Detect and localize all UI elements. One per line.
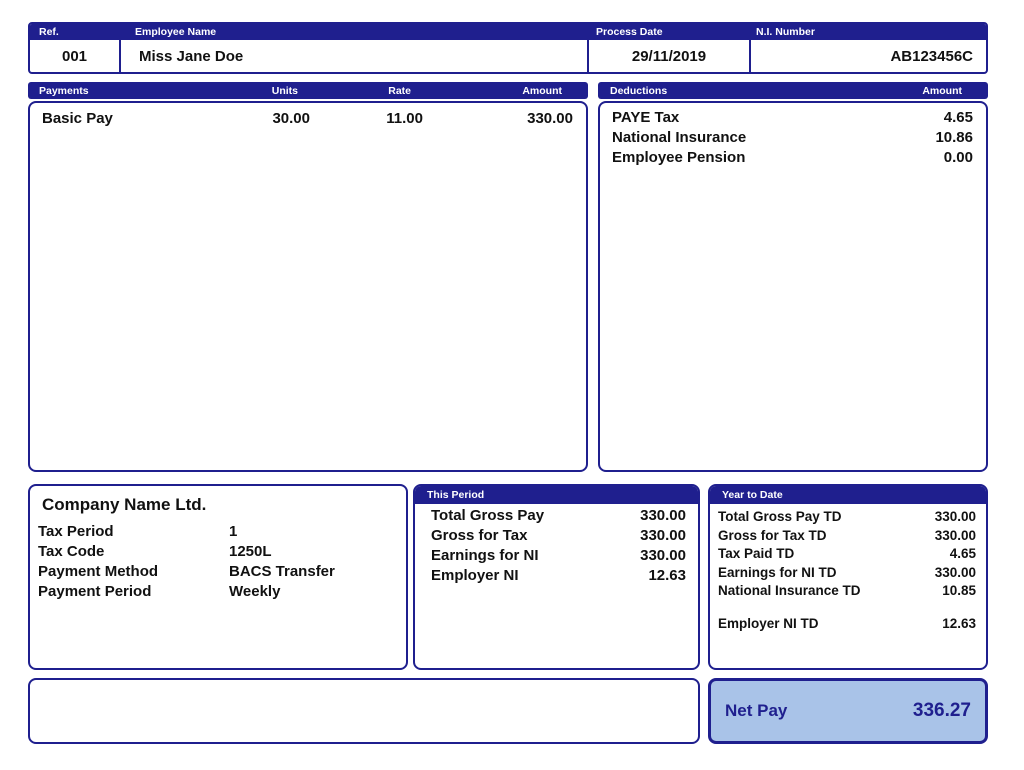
company-field-row — [36, 562, 406, 582]
ytd-row — [718, 582, 976, 601]
field-label: Tax Code — [38, 543, 105, 560]
ytd-employer-ni-row — [718, 615, 976, 634]
deductions-section — [598, 82, 988, 472]
row-label: Earnings for NI — [431, 547, 539, 564]
payments-header-bar — [28, 82, 588, 99]
ref-label: Ref. — [39, 26, 59, 38]
row-value: 330.00 — [934, 527, 976, 543]
company-field-row — [36, 522, 406, 542]
ytd-row — [718, 527, 976, 546]
payment-amount: 330.00 — [527, 110, 573, 127]
bottom-row — [28, 678, 988, 744]
row-label: Employer NI TD — [718, 615, 819, 631]
deductions-table-body — [598, 101, 988, 472]
summary-row — [28, 484, 988, 670]
ytd-row — [718, 508, 976, 527]
year-to-date-box — [708, 484, 988, 670]
amount-column-header: Amount — [522, 84, 562, 97]
deduction-amount: 0.00 — [943, 149, 973, 166]
company-field-row — [36, 542, 406, 562]
deductions-amount-header: Amount — [922, 84, 962, 97]
units-column-header: Units — [271, 84, 298, 97]
company-field-row — [36, 582, 406, 602]
net-pay-box — [708, 678, 988, 744]
field-label: Payment Period — [38, 583, 152, 600]
process-date-value: 29/11/2019 — [587, 40, 749, 72]
deduction-label: PAYE Tax — [612, 109, 680, 126]
ni-number-label: N.I. Number — [756, 26, 815, 38]
employee-header-values — [30, 40, 986, 72]
deduction-label: Employee Pension — [612, 149, 746, 166]
row-label: Gross for Tax — [431, 527, 528, 544]
ni-number-value: AB123456C — [749, 40, 986, 72]
field-value: 1250L — [229, 543, 272, 560]
payment-units: 30.00 — [272, 110, 310, 127]
row-label: Gross for Tax TD — [718, 527, 827, 543]
payments-deductions-row — [28, 82, 988, 472]
employee-header-labels — [30, 24, 986, 40]
payments-table-body — [28, 101, 588, 472]
row-label: Earnings for NI TD — [718, 564, 837, 580]
ref-value: 001 — [61, 47, 88, 65]
row-value: 330.00 — [640, 527, 686, 544]
field-label: Payment Method — [38, 563, 159, 580]
this-period-row — [431, 526, 686, 546]
process-date-label: Process Date — [596, 26, 663, 38]
field-label: Tax Period — [38, 523, 114, 540]
row-value: 330.00 — [934, 564, 976, 580]
this-period-row — [431, 506, 686, 526]
deduction-row — [600, 108, 986, 128]
net-pay-label: Net Pay — [725, 701, 788, 720]
deduction-amount: 10.86 — [935, 129, 973, 146]
row-label: Tax Paid TD — [718, 546, 795, 561]
employee-name-value: Miss Jane Doe — [119, 40, 587, 72]
ytd-row — [718, 545, 976, 564]
deduction-amount: 4.65 — [943, 109, 973, 126]
row-value: 330.00 — [934, 509, 976, 524]
employee-name-label: Employee Name — [135, 26, 217, 38]
row-value: 330.00 — [640, 547, 686, 564]
row-value: 10.85 — [942, 583, 976, 598]
row-label: Employer NI — [431, 567, 519, 584]
deduction-row — [600, 128, 986, 148]
row-value: 4.65 — [949, 546, 976, 561]
field-value: BACS Transfer — [229, 563, 335, 580]
payment-rate: 11.00 — [386, 110, 423, 127]
ytd-row — [718, 564, 976, 583]
payslip-document — [28, 22, 988, 744]
this-period-row — [431, 546, 686, 566]
field-value: 1 — [229, 523, 238, 540]
rate-column-header: Rate — [388, 84, 411, 97]
company-name: Company Name Ltd. — [42, 495, 207, 514]
year-to-date-rows — [710, 504, 986, 633]
company-info-box — [28, 484, 408, 670]
year-to-date-title: Year to Date — [710, 486, 986, 504]
this-period-title: This Period — [415, 486, 698, 504]
row-value: 12.63 — [942, 615, 976, 631]
payment-row — [30, 108, 586, 130]
net-pay-value: 336.27 — [912, 700, 971, 721]
this-period-rows — [415, 504, 698, 586]
deductions-title: Deductions — [610, 84, 668, 97]
payments-section — [28, 82, 588, 472]
row-value: 330.00 — [640, 507, 686, 524]
row-label: Total Gross Pay TD — [718, 509, 842, 524]
field-value: Weekly — [229, 583, 281, 600]
notes-box — [28, 678, 700, 744]
employee-header-table — [28, 22, 988, 74]
payment-description: Basic Pay — [42, 110, 113, 127]
payments-title: Payments — [39, 84, 89, 97]
row-value: 12.63 — [648, 567, 686, 584]
this-period-box — [413, 484, 700, 670]
deductions-header-bar — [598, 82, 988, 99]
row-label: National Insurance TD — [718, 583, 861, 598]
deduction-label: National Insurance — [612, 129, 747, 146]
row-label: Total Gross Pay — [431, 507, 545, 524]
deduction-row — [600, 148, 986, 168]
company-fields — [30, 516, 406, 602]
this-period-row — [431, 566, 686, 586]
